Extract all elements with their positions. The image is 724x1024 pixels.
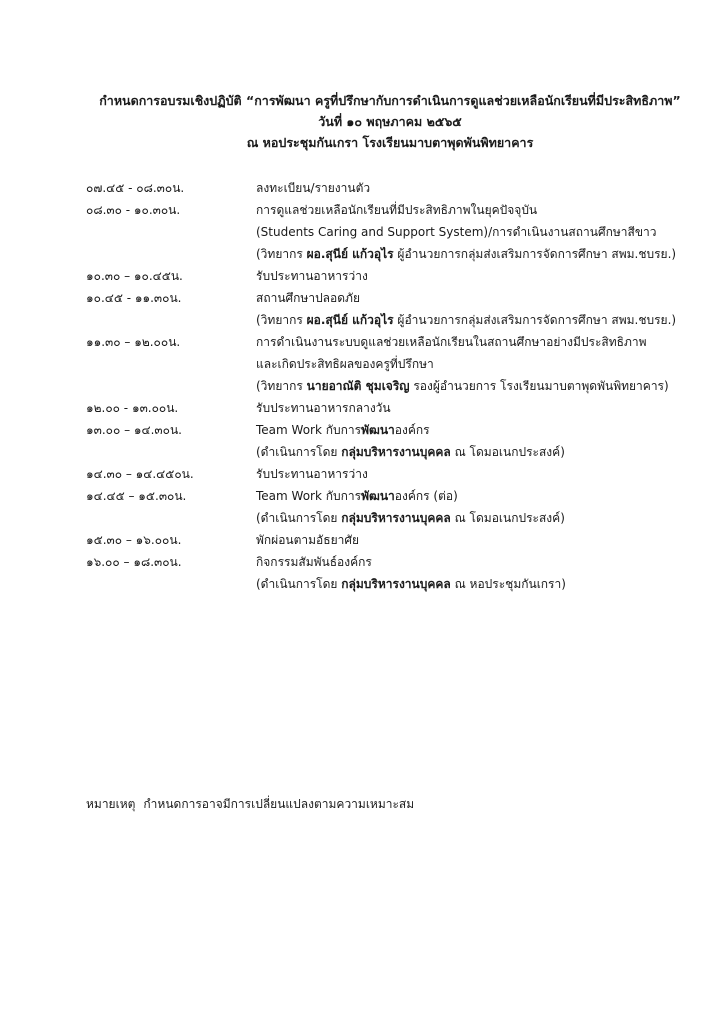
title-suffix: องค์กร (ต่อ) bbox=[394, 489, 458, 503]
title-emphasis: พัฒนา bbox=[361, 423, 395, 437]
speaker-role: ณ โดมอเนกประสงค์) bbox=[450, 511, 565, 525]
schedule-entry bbox=[86, 419, 706, 463]
schedule-speaker bbox=[256, 309, 706, 331]
speaker-prefix: (วิทยากร bbox=[256, 313, 307, 327]
speaker-name: กลุ่มบริหารงานบุคคล bbox=[341, 577, 451, 591]
schedule-entry bbox=[86, 265, 706, 287]
schedule-title: กิจกรรมสัมพันธ์องค์กร bbox=[256, 555, 372, 569]
schedule-time: ๑๔.๓๐ – ๑๔.๔๕๐น. bbox=[86, 467, 194, 481]
schedule-time: ๑๓.๐๐ – ๑๔.๓๐น. bbox=[86, 423, 182, 437]
schedule-speaker bbox=[256, 507, 706, 529]
title-emphasis: พัฒนา bbox=[361, 489, 395, 503]
schedule-desc bbox=[256, 551, 706, 595]
schedule-entry bbox=[86, 199, 706, 265]
speaker-name: กลุ่มบริหารงานบุคคล bbox=[341, 511, 451, 525]
schedule-entry bbox=[86, 397, 706, 419]
schedule-speaker bbox=[256, 375, 706, 397]
speaker-prefix: (วิทยากร bbox=[256, 247, 307, 261]
schedule-desc bbox=[256, 331, 706, 397]
title-prefix: Team Work กับการ bbox=[256, 423, 362, 437]
speaker-role: ณ หอประชุมกันเกรา) bbox=[450, 577, 566, 591]
schedule-list bbox=[86, 177, 706, 595]
schedule-time: ๑๖.๐๐ – ๑๘.๓๐น. bbox=[86, 555, 182, 569]
schedule-desc bbox=[256, 287, 706, 331]
header-venue: ณ หอประชุมกันเกรา โรงเรียนมาบตาพุดพันพิทยาคาร bbox=[246, 135, 534, 150]
schedule-title: ลงทะเบียน/รายงานตัว bbox=[256, 181, 371, 195]
schedule-title: สถานศึกษาปลอดภัย bbox=[256, 291, 360, 305]
schedule-desc bbox=[256, 199, 706, 265]
schedule-time: ๐๗.๔๕ - ๐๘.๓๐น. bbox=[86, 181, 185, 195]
schedule-speaker bbox=[256, 573, 706, 595]
speaker-name: ผอ.สุนีย์ แก้วอุไร bbox=[306, 247, 394, 261]
schedule-title-cont: และเกิดประสิทธิผลของครูที่ปรึกษา bbox=[256, 357, 434, 371]
footnote-text: กำหนดการอาจมีการเปลี่ยนแปลงตามความเหมาะสม bbox=[143, 797, 415, 811]
schedule-entry bbox=[86, 177, 706, 199]
schedule-desc bbox=[256, 177, 706, 199]
schedule-time: ๐๘.๓๐ - ๑๐.๓๐น. bbox=[86, 203, 181, 217]
schedule-time: ๑๕.๓๐ – ๑๖.๐๐น. bbox=[86, 533, 182, 547]
footnote-label: หมายเหตุ bbox=[86, 797, 136, 811]
schedule-title: พักผ่อนตามอัธยาศัย bbox=[256, 533, 360, 547]
speaker-prefix: (ดำเนินการโดย bbox=[256, 511, 342, 525]
schedule-title: รับประทานอาหารว่าง bbox=[256, 269, 368, 283]
schedule-speaker bbox=[256, 441, 706, 463]
speaker-role: รองผู้อำนวยการ โรงเรียนมาบตาพุดพันพิทยาคาร) bbox=[409, 379, 669, 393]
schedule-time: ๑๑.๓๐ – ๑๒.๐๐น. bbox=[86, 335, 181, 349]
document-header bbox=[60, 90, 720, 153]
schedule-entry bbox=[86, 287, 706, 331]
title-suffix: องค์กร bbox=[394, 423, 430, 437]
schedule-speaker bbox=[256, 243, 706, 265]
schedule-entry bbox=[86, 485, 706, 529]
schedule-time: ๑๐.๔๕ - ๑๑.๓๐น. bbox=[86, 291, 182, 305]
schedule-entry bbox=[86, 331, 706, 397]
schedule-desc bbox=[256, 485, 706, 529]
speaker-prefix: (วิทยากร bbox=[256, 379, 307, 393]
schedule-title bbox=[256, 485, 706, 507]
schedule-desc bbox=[256, 397, 706, 419]
footnote bbox=[86, 794, 414, 814]
schedule-desc bbox=[256, 529, 706, 551]
header-title: กำหนดการอบรมเชิงปฏิบัติ “การพัฒนา ครูที่ปรึกษากับการดำเนินการดูแลช่วยเหลือนักเรียนที่มีประสิทธิภาพ” bbox=[99, 93, 681, 108]
speaker-name: ผอ.สุนีย์ แก้วอุไร bbox=[306, 313, 394, 327]
schedule-title bbox=[256, 419, 706, 441]
schedule-title: การดูแลช่วยเหลือนักเรียนที่มีประสิทธิภาพในยุคปัจจุบัน bbox=[256, 203, 538, 217]
header-date: วันที่ ๑๐ พฤษภาคม ๒๕๖๕ bbox=[318, 114, 462, 129]
schedule-entry bbox=[86, 463, 706, 485]
schedule-title: รับประทานอาหารกลางวัน bbox=[256, 401, 391, 415]
schedule-time: ๑๔.๔๕ – ๑๕.๓๐น. bbox=[86, 489, 187, 503]
title-prefix: Team Work กับการ bbox=[256, 489, 362, 503]
speaker-prefix: (ดำเนินการโดย bbox=[256, 445, 342, 459]
schedule-title-cont: (Students Caring and Support System)/การดำเนินงานสถานศึกษาสีขาว bbox=[256, 225, 657, 239]
schedule-desc bbox=[256, 463, 706, 485]
schedule-time: ๑๐.๓๐ – ๑๐.๔๕น. bbox=[86, 269, 183, 283]
schedule-desc bbox=[256, 265, 706, 287]
schedule-entry bbox=[86, 529, 706, 551]
speaker-name: กลุ่มบริหารงานบุคคล bbox=[341, 445, 451, 459]
speaker-prefix: (ดำเนินการโดย bbox=[256, 577, 342, 591]
schedule-time: ๑๒.๐๐ - ๑๓.๐๐น. bbox=[86, 401, 179, 415]
schedule-desc bbox=[256, 419, 706, 463]
speaker-name: นายอาณัติ ชุมเจริญ bbox=[306, 379, 410, 393]
schedule-title: รับประทานอาหารว่าง bbox=[256, 467, 368, 481]
schedule-entry bbox=[86, 551, 706, 595]
speaker-role: ผู้อำนวยการกลุ่มส่งเสริมการจัดการศึกษา สพม.ชบรย.) bbox=[393, 313, 677, 327]
speaker-role: ณ โดมอเนกประสงค์) bbox=[450, 445, 565, 459]
speaker-role: ผู้อำนวยการกลุ่มส่งเสริมการจัดการศึกษา สพม.ชบรย.) bbox=[393, 247, 677, 261]
schedule-title: การดำเนินงานระบบดูแลช่วยเหลือนักเรียนในสถานศึกษาอย่างมีประสิทธิภาพ bbox=[256, 335, 647, 349]
